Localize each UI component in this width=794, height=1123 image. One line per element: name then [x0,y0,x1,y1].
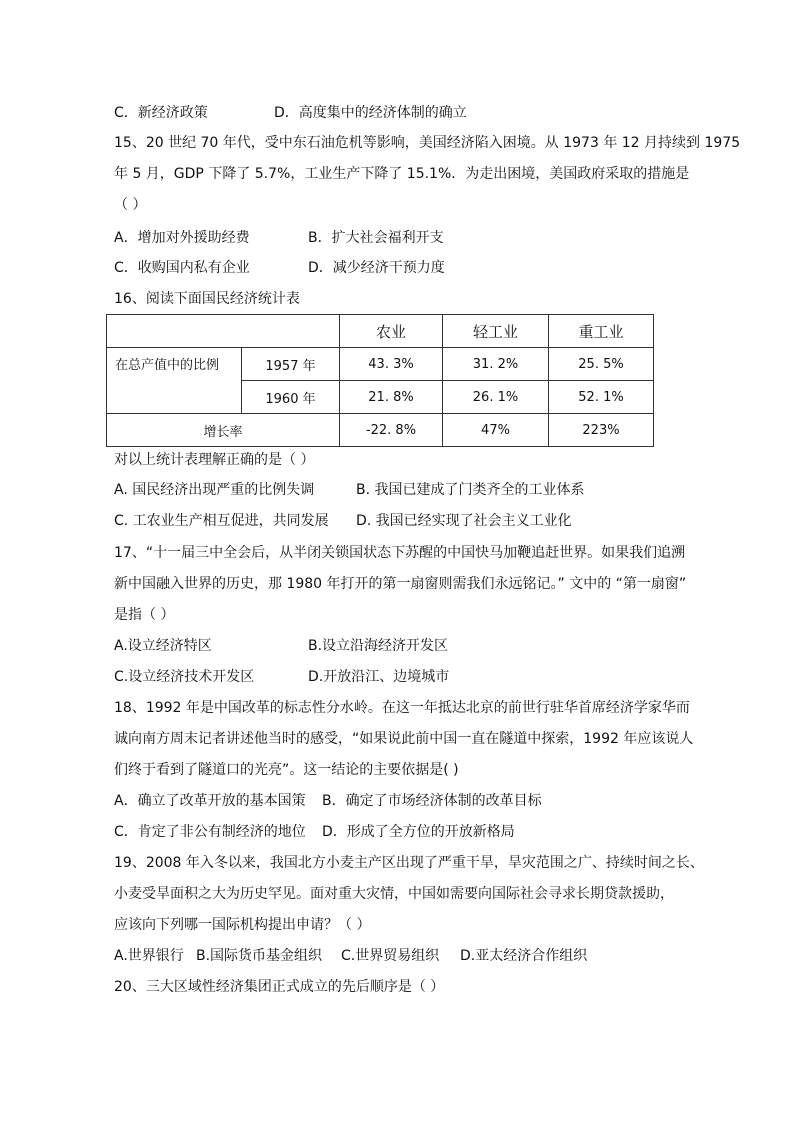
q18-option-c: C．肯定了非公有制经济的地位 [114,824,306,840]
q19-option-b: B.国际货币基金组织 [196,948,323,964]
q17-stem-line-2: 新中国融入世界的历史，那 1980 年打开的第一扇窗则需我们永远铭记。” 文中的 “第一扇窗” [114,576,687,592]
q16-option-b: B. 我国已建成了门类齐全的工业体系 [356,482,585,498]
q18-option-b: B．确定了市场经济体制的改革目标 [322,793,542,809]
header-heavy-industry: 重工业 [549,315,654,348]
q14-option-c: C．新经济政策 [114,105,208,121]
q18-stem-line-2: 诚向南方周末记者讲述他当时的感受，“如果说此前中国一直在隧道中探索，1992 年应该说人 [114,731,694,747]
q18-stem-line-1: 18、1992 年是中国改革的标志性分水岭。在这一年抵达北京的前世行驻华首席经济学家华而 [114,700,690,716]
q19-option-c: C.世界贸易组织 [341,948,440,964]
year-cell: 1957 年 [242,348,340,381]
q20-stem-line-1: 20、三大区域性经济集团正式成立的先后顺序是（ ） [114,979,445,995]
q17-option-a: A.设立经济特区 [114,638,212,654]
q15-stem-line-3: （ ） [114,197,147,213]
q16-option-c: C. 工农业生产相互促进，共同发展 [114,513,329,529]
table-row [107,414,654,447]
q16-option-a: A. 国民经济出现严重的比例失调 [114,482,315,498]
q19-stem-line-2: 小麦受旱面积之大为历史罕见。面对重大灾情，中国如需要向国际社会寻求长期贷款援助， [114,886,674,902]
q18-option-a: A．确立了改革开放的基本国策 [114,793,306,809]
q15-option-b: B．扩大社会福利开支 [308,230,444,246]
header-light-industry: 轻工业 [443,315,549,348]
q19-option-d: D.亚太经济合作组织 [460,948,588,964]
growth-label: 增长率 [107,414,340,447]
header-agriculture: 农业 [340,315,443,348]
q17-option-c: C.设立经济技术开发区 [114,669,255,685]
q19-stem-line-3: 应该向下列哪一国际机构提出申请？（ ） [114,917,371,933]
q17-option-b: B.设立沿海经济开发区 [308,638,449,654]
q15-option-d: D．减少经济干预力度 [308,260,445,276]
q17-stem-line-1: 17、“十一届三中全会后，从半闭关锁国状态下苏醒的中国快马加鞭追赶世界。如果我们追溯 [114,545,686,561]
q18-option-d: D．形成了全方位的开放新格局 [322,824,515,840]
growth-cell: 47% [443,414,549,447]
value-cell: 43. 3% [340,348,443,381]
value-cell: 26. 1% [443,381,549,414]
table-row [107,348,654,381]
q14-option-d: D．高度集中的经济体制的确立 [274,105,467,121]
value-cell: 52. 1% [549,381,654,414]
value-cell: 25. 5% [549,348,654,381]
table-corner-cell [107,315,340,348]
growth-cell: -22. 8% [340,414,443,447]
q19-stem-line-1: 19、2008 年入冬以来，我国北方小麦主产区出现了严重干旱，旱灾范围之广、持续时间之长、 [114,855,704,871]
q18-stem-line-3: 们终于看到了隧道口的光亮”。这一结论的主要依据是( ) [114,762,459,778]
q16-question: 对以上统计表理解正确的是（ ） [114,452,315,468]
growth-cell: 223% [549,414,654,447]
q19-option-a: A.世界银行 [114,948,184,964]
economy-stats-table [106,314,654,447]
row-group-label: 在总产值中的比例 [107,348,242,414]
year-cell: 1960 年 [242,381,340,414]
q15-stem-line-1: 15、20 世纪 70 年代，受中东石油危机等影响，美国经济陷入困境。从 1973 年 12 月持续到 1975 [114,135,741,151]
q15-option-a: A．增加对外援助经费 [114,230,250,246]
value-cell: 31. 2% [443,348,549,381]
q15-option-c: C．收购国内私有企业 [114,260,250,276]
q16-intro: 16、阅读下面国民经济统计表 [114,291,300,307]
q17-option-d: D.开放沿江、边境城市 [308,669,450,685]
table-header-row [107,315,654,348]
q15-stem-line-2: 年 5 月，GDP 下降了 5.7%，工业生产下降了 15.1%．为走出困境，美国政府采取的措施是 [114,166,690,182]
q16-option-d: D. 我国已经实现了社会主义工业化 [356,513,572,529]
value-cell: 21. 8% [340,381,443,414]
q17-stem-line-3: 是指（ ） [114,607,175,623]
